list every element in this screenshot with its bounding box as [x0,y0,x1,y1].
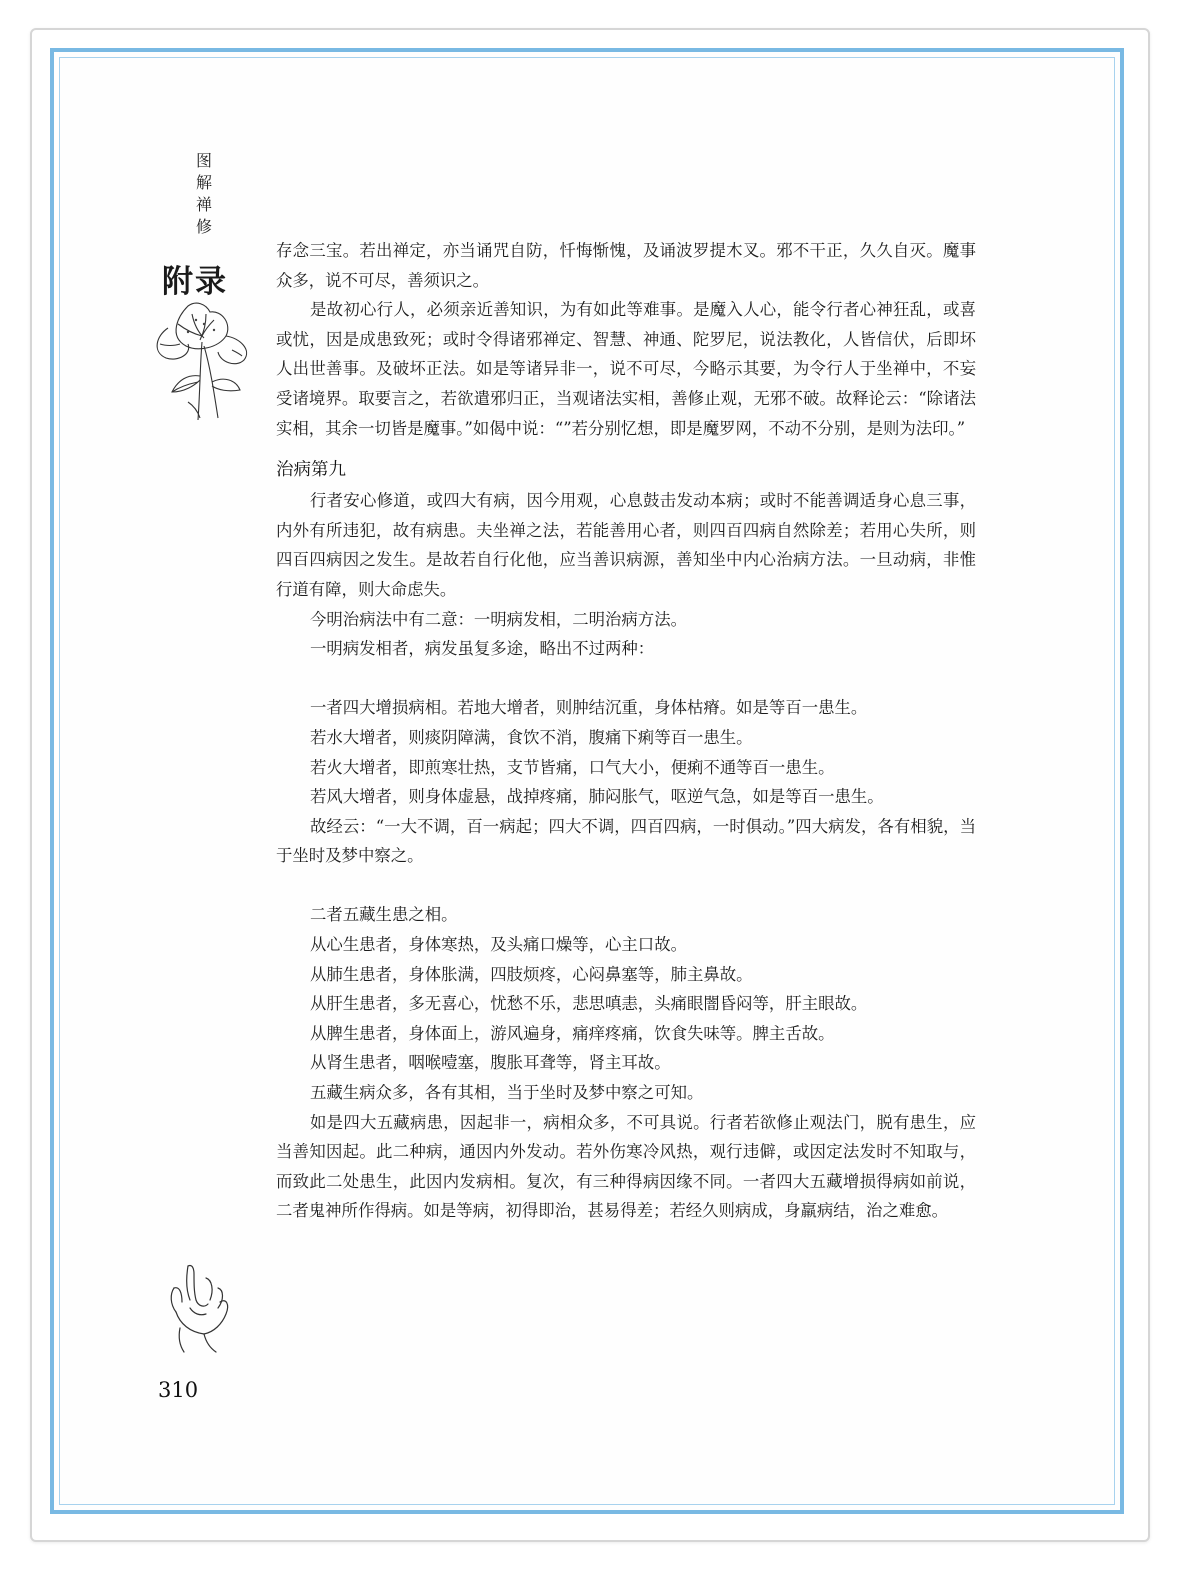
body-paragraph: 一明病发相者，病发虽复多途，略出不过两种： [310,639,655,659]
body-paragraph: 是故初心行人，必须亲近善知识，为有如此等难事。是魔入人心，能令行者心神狂乱，或喜或忧，因是成患致死；或时令得诸邪禅定、智慧、神通、陀罗尼，说法教化，人皆信伏，后即坏人出世善事。及破坏正法。如是等诸异非一，说不可尽，今略示其要，为令行人于坐禅中，不妄受诸境界。取要言之，若欲遣邪归正，当观诸法实相，善修止观，无邪不破。故释论云：“除诸法实相，其余一切皆是魔事。”如偈中说：“”若分别忆想，即是魔罗网，不动不分别，是则为法印。” [276,300,976,438]
hand-mudra-illustration-icon [160,1258,240,1354]
body-paragraph: 若风大增者，则身体虚悬，战掉疼痛，肺闷胀气，呕逆气急，如是等百一患生。 [310,787,884,807]
running-head-char: 解 [195,173,212,192]
running-head-char: 修 [195,217,212,236]
body-paragraph: 存念三宝。若出禅定，亦当诵咒自防，忏悔惭愧，及诵波罗提木叉。邪不干正，久久自灭。魔事众多，说不可尽，善须识之。 [276,241,976,290]
chapter-heading: 治病第九 [276,460,346,481]
body-paragraph: 从脾生患者，身体面上，游风遍身，痛痒疼痛，饮食失味等。脾主舌故。 [310,1023,835,1043]
body-paragraph: 若火大增者，即煎寒壮热，支节皆痛，口气大小，便痢不通等百一患生。 [310,757,835,777]
paragraph-spacer [276,664,976,694]
body-paragraph: 二者五藏生患之相。 [310,905,458,925]
body-paragraph: 行者安心修道，或四大有病，因今用观，心息鼓击发动本病；或时不能善调适身心息三事，内外有所违犯，故有病患。夫坐禅之法，若能善用心者，则四百四病自然除差；若用心失所，则四百四病因之发生。是故若自行化他，应当善识病源，善知坐中内心治病方法。一旦动病，非惟行道有障，则大命虑失。 [276,491,976,599]
lotus-illustration-icon [148,296,260,424]
running-head-char: 图 [195,151,212,170]
running-head-char: 禅 [195,195,212,214]
body-paragraph: 如是四大五藏病患，因起非一，病相众多，不可具说。行者若欲修止观法门，脱有患生，应当善知因起。此二种病，通因内外发动。若外伤寒冷风热，观行违僻，或因定法发时不知取与，而致此二处患生，此因内发病相。复次，有三种得病因缘不同。一者四大五藏增损得病如前说，二者鬼神所作得病。如是等病，初得即治，甚易得差；若经久则病成，身羸病结，治之难愈。 [276,1112,976,1221]
body-paragraph: 从肾生患者，咽喉噎塞，腹胀耳聋等，肾主耳故。 [310,1053,671,1073]
body-paragraph: 从肺生患者，身体胀满，四肢烦疼，心闷鼻塞等，肺主鼻故。 [310,964,753,984]
paragraph-spacer [276,871,976,901]
body-paragraph: 故经云：“一大不调，百一病起；四大不调，四百四病，一时俱动。”四大病发，各有相貌，当于坐时及梦中察之。 [276,816,976,866]
page-number: 310 [158,1378,199,1402]
main-text [276,236,976,1226]
body-paragraph: 从肝生患者，多无喜心，忧愁不乐，悲思嗔恚，头痛眼闇昏闷等，肝主眼故。 [310,994,868,1014]
body-paragraph: 从心生患者，身体寒热，及头痛口燥等，心主口故。 [310,935,687,955]
body-paragraph: 一者四大增损病相。若地大增者，则肿结沉重，身体枯瘠。如是等百一患生。 [310,698,868,718]
section-label: 附录 [162,264,228,300]
body-paragraph: 五藏生病众多，各有其相，当于坐时及梦中察之可知。 [310,1083,704,1103]
body-paragraph: 若水大增者，则痰阴障满，食饮不消，腹痛下痢等百一患生。 [310,727,753,747]
body-paragraph: 今明治病法中有二意：一明病发相，二明治病方法。 [310,609,687,629]
running-head-book-title [193,150,215,238]
